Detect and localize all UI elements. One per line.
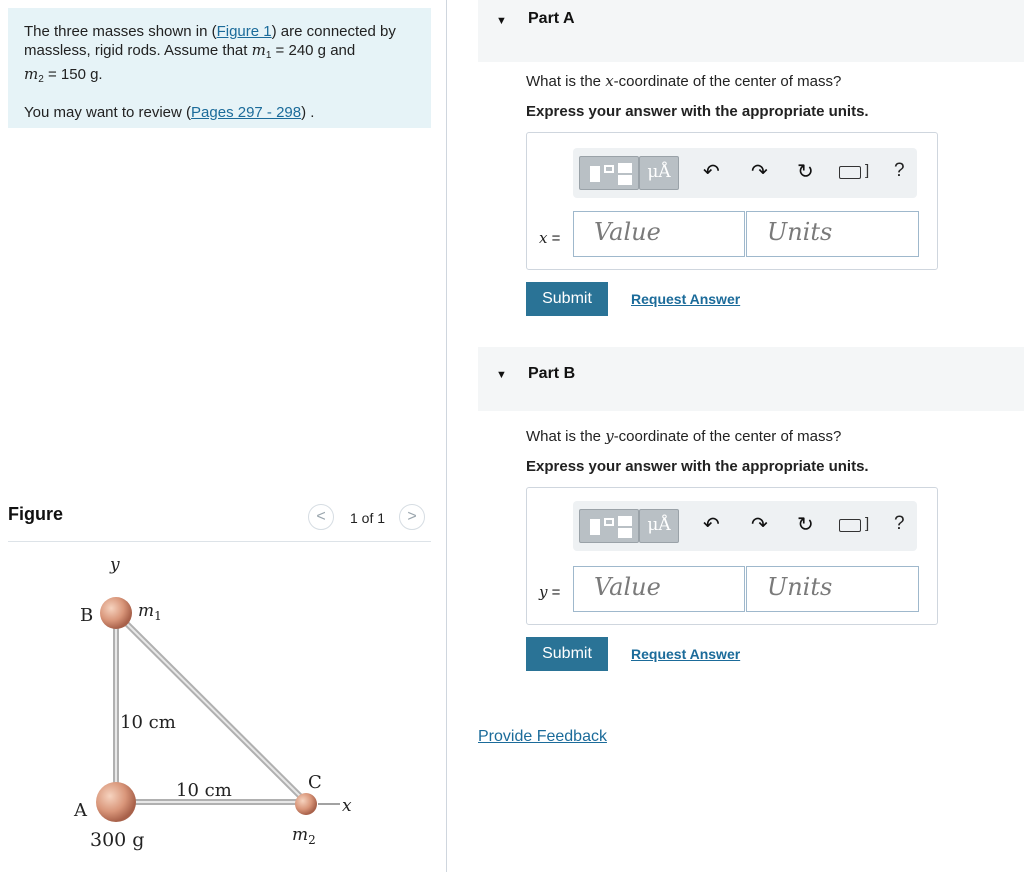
- redo-icon[interactable]: ↷: [751, 161, 768, 183]
- mass-a-label: 300 g: [90, 829, 145, 851]
- next-figure-button[interactable]: [399, 504, 425, 530]
- units-symbol-button[interactable]: μÅ: [639, 509, 679, 543]
- chevron-left-icon: <: [316, 508, 326, 525]
- chevron-right-icon: >: [407, 508, 417, 525]
- figure-link[interactable]: Figure 1: [216, 23, 272, 40]
- y-axis-label: y: [110, 555, 120, 575]
- part-b-header[interactable]: [478, 347, 1024, 411]
- part-b-title: Part B: [528, 365, 576, 382]
- mass-m1: [100, 597, 132, 629]
- part-a-units-input[interactable]: Units: [746, 211, 919, 257]
- m1-symbol: m: [251, 41, 266, 59]
- figure-pager: 1 of 1: [350, 510, 386, 526]
- units-symbol-button[interactable]: μÅ: [639, 156, 679, 190]
- left-panel: [0, 0, 446, 872]
- mass-m2: [295, 793, 317, 815]
- part-a-title: Part A: [528, 10, 575, 27]
- part-b-request-answer-link[interactable]: Request Answer: [631, 646, 741, 662]
- part-a-toolbar: μÅ ↶ ↷ ↻ ] ?: [573, 148, 917, 198]
- keyboard-icon[interactable]: [839, 166, 861, 179]
- point-b-label: B: [80, 605, 94, 626]
- reset-icon[interactable]: ↻: [797, 514, 814, 536]
- part-a-answer-box: [526, 132, 938, 270]
- caret-down-icon: ▼: [496, 15, 507, 27]
- part-b-toolbar: μÅ ↶ ↷ ↻ ] ?: [573, 501, 917, 551]
- x-axis-label: x: [342, 796, 352, 816]
- reset-icon[interactable]: ↻: [797, 161, 814, 183]
- part-a-question: What is the x-coordinate of the center of mass?: [526, 72, 842, 90]
- help-icon[interactable]: ?: [894, 160, 905, 181]
- keyboard-icon[interactable]: [839, 519, 861, 532]
- caret-down-icon: ▼: [496, 369, 507, 381]
- part-a-header[interactable]: [478, 0, 1024, 62]
- undo-icon[interactable]: ↶: [703, 161, 720, 183]
- help-icon[interactable]: ?: [894, 513, 905, 534]
- mass-a: [96, 782, 136, 822]
- redo-icon[interactable]: ↷: [751, 514, 768, 536]
- provide-feedback-link[interactable]: Provide Feedback: [478, 728, 607, 745]
- templates-button[interactable]: [579, 509, 639, 543]
- part-b-instruction: Express your answer with the appropriate units.: [526, 458, 869, 475]
- m1-label: $m_1$: [138, 601, 162, 623]
- part-b-question: What is the y-coordinate of the center of mass?: [526, 427, 842, 445]
- problem-text: The three masses shown in (Figure 1) are connected by massless, rigid rods. Assume that $m_1 = 240$ g and $m_2 = 150$ g.: [24, 23, 396, 85]
- part-b-units-input[interactable]: Units: [746, 566, 919, 612]
- point-a-label: A: [74, 800, 87, 821]
- undo-icon[interactable]: ↶: [703, 514, 720, 536]
- template-icon: [590, 519, 600, 535]
- template-icon: [590, 166, 600, 182]
- vertical-length-label: 10 cm: [120, 712, 176, 733]
- prev-figure-button[interactable]: [308, 504, 334, 530]
- part-a-submit-button[interactable]: Submit: [526, 282, 608, 316]
- figure-header: [8, 500, 431, 542]
- review-text: You may want to review (Pages 297 - 298) .: [24, 104, 315, 121]
- column-divider: [446, 0, 447, 872]
- templates-button[interactable]: [579, 156, 639, 190]
- part-b-value-input[interactable]: Value: [573, 566, 745, 612]
- horizontal-length-label: 10 cm: [176, 780, 232, 801]
- m2-symbol: m: [24, 65, 39, 83]
- part-a-value-input[interactable]: Value: [573, 211, 745, 257]
- part-b-submit-button[interactable]: Submit: [526, 637, 608, 671]
- figure-diagram: [60, 548, 380, 858]
- m2-label: $m_2$: [292, 825, 316, 847]
- figure-title: Figure: [8, 504, 64, 524]
- point-c-label: C: [308, 772, 322, 793]
- part-a-instruction: Express your answer with the appropriate units.: [526, 103, 869, 120]
- part-a-request-answer-link[interactable]: Request Answer: [631, 291, 741, 307]
- part-a-variable-label: x =: [539, 229, 561, 247]
- pages-link[interactable]: Pages 297 - 298: [191, 104, 302, 121]
- problem-statement: [8, 8, 431, 128]
- part-b-answer-box: [526, 487, 938, 625]
- part-b-variable-label: y =: [539, 583, 561, 601]
- diagonal-rod-highlight: [116, 613, 306, 802]
